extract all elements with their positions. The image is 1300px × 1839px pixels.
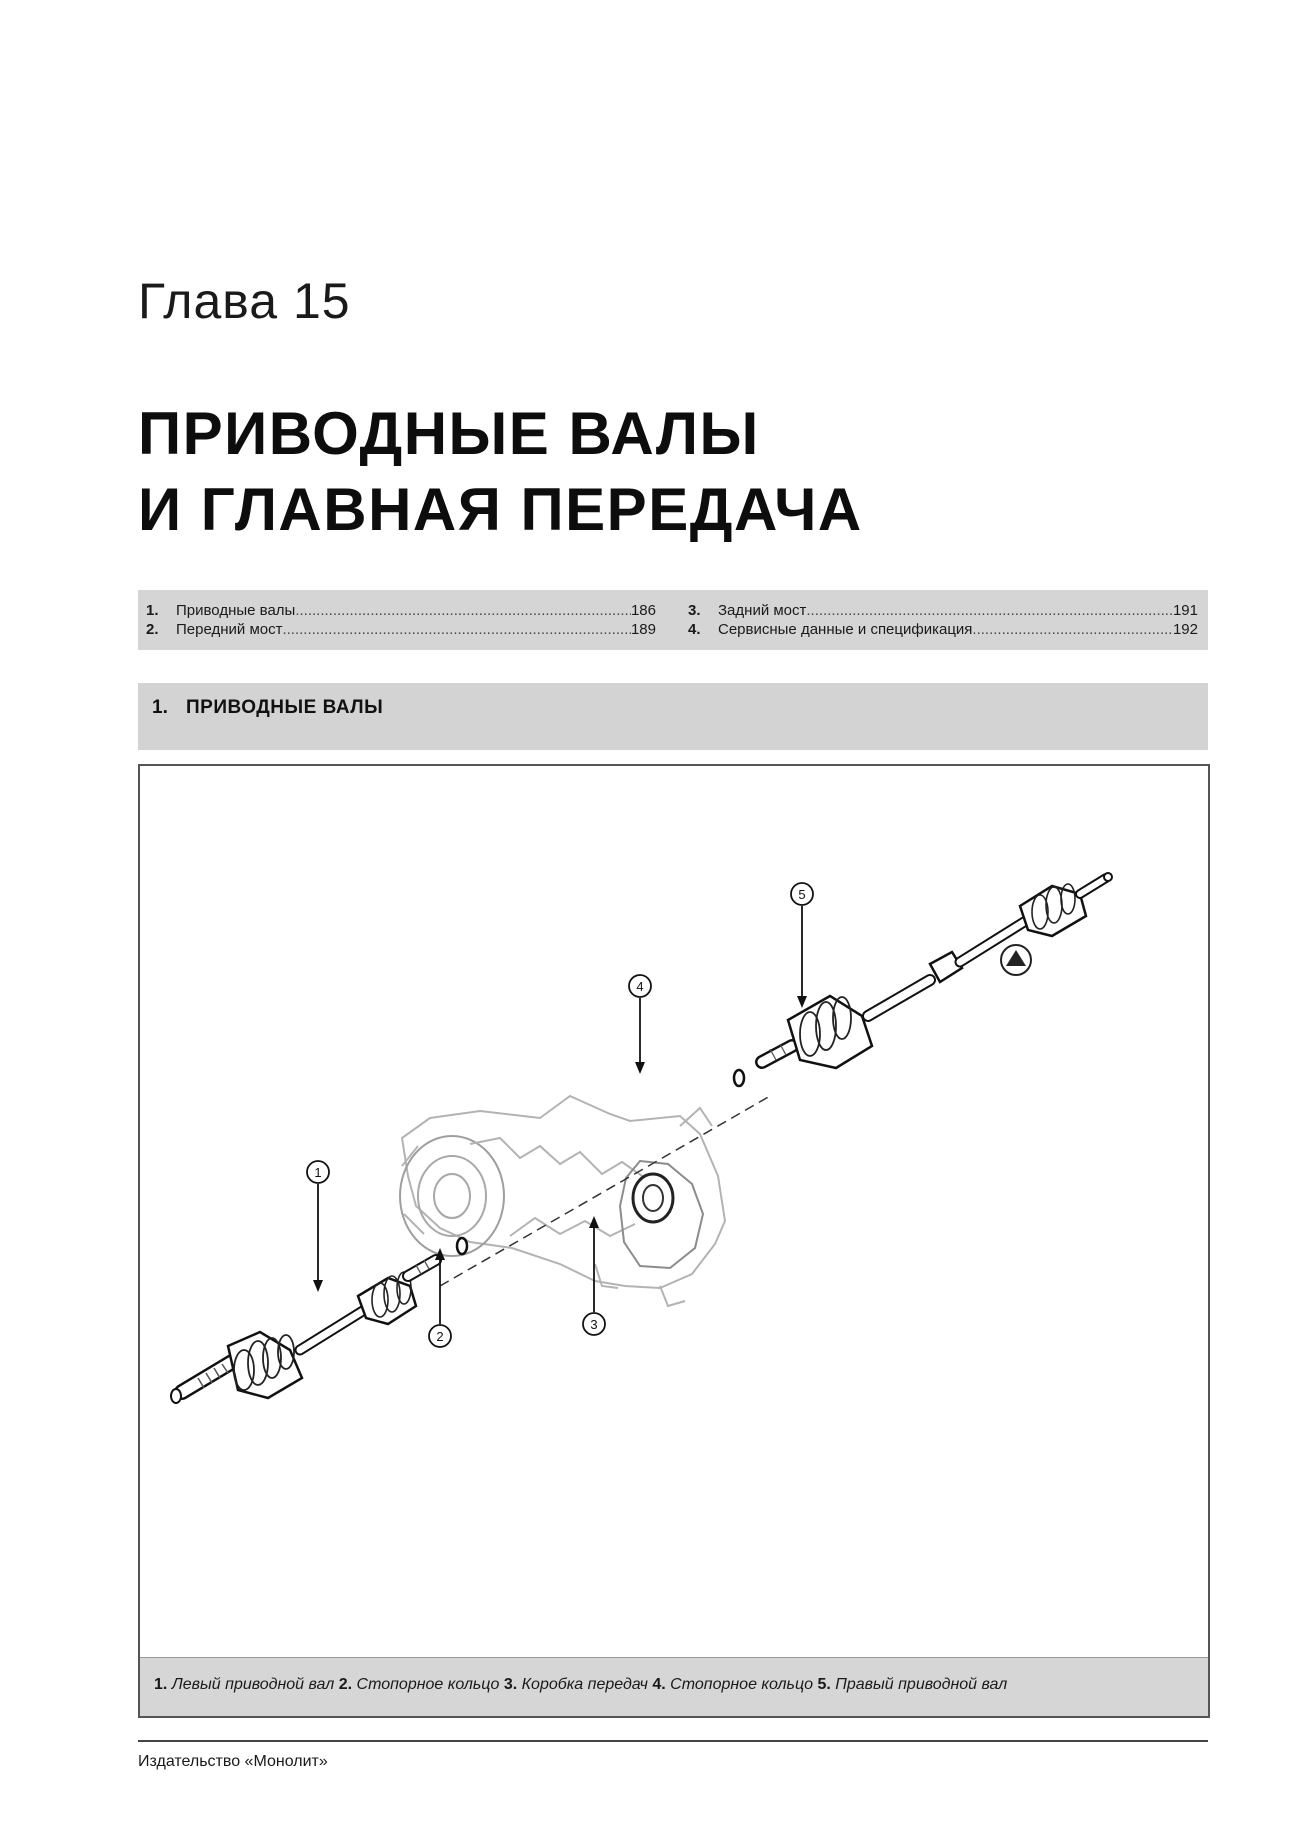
toc-leader-dots	[282, 621, 631, 639]
bolt-symbol-icon	[1001, 945, 1031, 975]
caption-label: Левый приводной вал	[171, 1676, 335, 1693]
toc-page: 186	[630, 602, 656, 619]
toc-entry[interactable]	[688, 621, 1198, 639]
toc-entry[interactable]	[146, 621, 656, 639]
toc-leader-dots	[972, 621, 1173, 639]
callout-1: 1	[314, 1165, 322, 1180]
table-of-contents	[138, 590, 1208, 650]
leader-lines	[318, 906, 802, 1324]
toc-label: Приводные валы	[176, 602, 296, 619]
publisher-name: Издательство «Монолит»	[138, 1753, 328, 1770]
toc-number: 1.	[146, 602, 159, 619]
left-drive-shaft	[171, 1260, 436, 1403]
caption-label: Коробка передач	[521, 1676, 648, 1693]
caption-number: 2.	[338, 1676, 353, 1693]
right-drive-shaft	[762, 873, 1112, 1068]
toc-page: 192	[1172, 621, 1198, 638]
drive-shaft-figure	[138, 764, 1210, 1718]
callout-5: 5	[798, 887, 806, 902]
footer-divider	[138, 1740, 1208, 1742]
drive-shaft-diagram	[140, 766, 1208, 1658]
toc-page: 191	[1172, 602, 1198, 619]
chapter-label: Глава 15	[138, 273, 351, 329]
differential-seal	[633, 1174, 673, 1222]
section-number: 1.	[152, 697, 168, 718]
figure-caption-text	[154, 1676, 1007, 1694]
toc-label: Сервисные данные и спецификация	[718, 621, 973, 638]
chapter-title-line-1: ПРИВОДНЫЕ ВАЛЫ	[138, 400, 760, 467]
toc-page: 189	[630, 621, 656, 638]
toc-entry[interactable]	[688, 602, 1198, 620]
callout-4: 4	[636, 979, 644, 994]
toc-entry[interactable]	[146, 602, 656, 620]
caption-label: Правый приводной вал	[835, 1676, 1008, 1693]
caption-label: Стопорное кольцо	[670, 1676, 813, 1693]
toc-label: Задний мост	[718, 602, 807, 619]
right-snap-ring	[734, 1070, 744, 1086]
caption-number: 3.	[503, 1676, 518, 1693]
caption-number: 4.	[652, 1676, 666, 1693]
toc-number: 4.	[688, 621, 701, 638]
callout-2: 2	[436, 1329, 444, 1344]
section-label: ПРИВОДНЫЕ ВАЛЫ	[186, 697, 384, 718]
chapter-title	[138, 396, 863, 548]
caption-number: 5.	[817, 1676, 831, 1693]
toc-leader-dots	[295, 602, 631, 620]
toc-number: 2.	[146, 621, 159, 638]
callout-3: 3	[590, 1317, 598, 1332]
figure-caption	[140, 1657, 1208, 1716]
caption-number: 1.	[154, 1676, 168, 1693]
toc-label: Передний мост	[176, 621, 283, 638]
toc-number: 3.	[688, 602, 701, 619]
leader-arrowheads	[313, 996, 807, 1292]
chapter-title-line-2: И ГЛАВНАЯ ПЕРЕДАЧА	[138, 476, 863, 543]
left-snap-ring	[457, 1238, 467, 1254]
caption-label: Стопорное кольцо	[356, 1676, 500, 1693]
section-heading	[138, 683, 1208, 750]
toc-leader-dots	[806, 602, 1173, 620]
transmission-housing	[400, 1096, 725, 1306]
